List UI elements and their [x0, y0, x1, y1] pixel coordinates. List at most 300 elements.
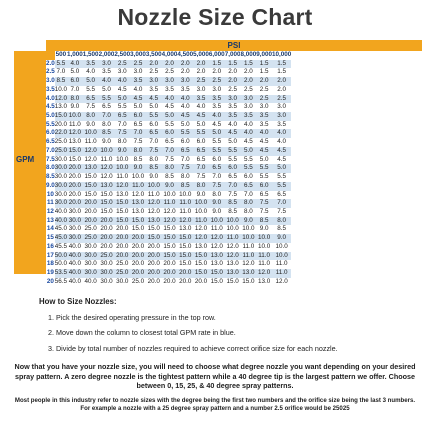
psi-row [46, 51, 291, 60]
orifice-size-cell: 8.5 [272, 225, 291, 234]
gpm-side-bar [14, 51, 46, 274]
orifice-size-cell: 10.0 [257, 234, 271, 242]
orifice-size-cell: 20.0 [147, 242, 160, 250]
orifice-size-cell: 3.0 [240, 103, 256, 112]
orifice-size-cell: 7.5 [225, 191, 241, 200]
orifice-size-cell: 9.0 [83, 121, 99, 130]
orifice-size-cell: 5.5 [83, 86, 99, 95]
gpm-cell: 9.0 [46, 181, 55, 189]
table-row [46, 138, 291, 147]
orifice-size-cell: 5.5 [225, 156, 241, 165]
orifice-size-cell: 5.0 [146, 103, 162, 112]
orifice-size-cell: 2.5 [146, 68, 162, 77]
orifice-size-cell: 5.5 [240, 156, 256, 165]
orifice-size-cell: 13.0 [131, 199, 145, 207]
orifice-size-cell: 4.0 [99, 77, 115, 86]
orifice-size-cell: 15.0 [54, 112, 68, 120]
table-row [46, 68, 291, 77]
orifice-size-cell: 10.0 [210, 216, 223, 224]
orifice-size-cell: 8.5 [99, 129, 115, 138]
orifice-size-cell: 10.0 [100, 146, 113, 154]
orifice-size-cell: 4.5 [130, 95, 146, 104]
orifice-size-cell: 5.5 [209, 147, 225, 156]
psi-header-cell: 500 [55, 51, 67, 58]
orifice-size-cell: 20.0 [116, 225, 129, 233]
orifice-size-cell: 15.0 [163, 225, 176, 233]
table-row [46, 199, 291, 208]
table-row [46, 217, 291, 226]
gpm-cell: 14 [46, 225, 54, 233]
orifice-size-cell: 4.0 [177, 95, 193, 104]
orifice-size-cell: 12.0 [257, 268, 271, 276]
orifice-size-cell: 7.5 [209, 182, 225, 191]
orifice-size-cell: 25.0 [116, 268, 129, 276]
table-row [46, 121, 291, 130]
orifice-size-cell: 5.5 [114, 103, 130, 112]
orifice-size-cell: 3.0 [256, 103, 272, 112]
orifice-size-cell: 45.5 [54, 242, 68, 250]
orifice-size-cell: 13.0 [116, 190, 129, 198]
orifice-size-cell: 8.0 [240, 208, 256, 217]
orifice-size-cell: 5.5 [256, 164, 272, 173]
orifice-size-cell: 8.5 [177, 182, 193, 191]
orifice-size-cell: 7.5 [114, 129, 130, 138]
orifice-size-cell: 12.0 [226, 251, 239, 259]
orifice-size-cell: 4.0 [272, 138, 291, 147]
gpm-cell: 6.0 [46, 129, 55, 137]
orifice-size-cell: 15.0 [100, 199, 113, 207]
orifice-size-cell: 10.0 [131, 173, 145, 181]
orifice-size-cell: 3.5 [146, 86, 162, 95]
orifice-size-cell: 13.0 [147, 216, 160, 224]
orifice-size-cell: 8.0 [146, 156, 162, 165]
psi-header-cell: 2,500 [114, 51, 131, 58]
orifice-size-cell: 12.0 [226, 242, 239, 250]
orifice-size-cell: 4.0 [272, 129, 291, 138]
orifice-size-cell: 11.0 [242, 251, 255, 259]
orifice-size-cell: 20.0 [116, 251, 129, 259]
naming-convention-paragraph: Most people in this industry refer to nozzle sizes with the degree being the first two numbers and the orifice size being the last 3 numbers. For example a nozzle with a 25 degree spray pattern and a number 2.5 orifice would be 25025 [14, 397, 416, 412]
orifice-size-cell: 9.0 [162, 182, 178, 191]
orifice-size-cell: 5.0 [193, 121, 209, 130]
table-row [46, 156, 291, 165]
orifice-size-cell: 40.0 [68, 242, 82, 250]
orifice-size-cell: 2.0 [225, 68, 241, 77]
gpm-cell: 4.0 [46, 94, 55, 102]
orifice-size-cell: 30.0 [54, 199, 68, 207]
orifice-size-cell: 6.0 [177, 138, 193, 147]
orifice-size-cell: 6.5 [130, 121, 146, 130]
orifice-size-cell: 15.0 [84, 173, 97, 181]
orifice-size-cell: 3.5 [162, 86, 178, 95]
orifice-size-cell: 7.5 [272, 208, 291, 217]
gpm-cell: 18 [46, 260, 54, 268]
orifice-size-cell: 30.0 [116, 277, 129, 285]
psi-header-cell: 1,500 [82, 51, 99, 58]
orifice-size-cell: 13.0 [54, 103, 68, 111]
table-row [46, 77, 291, 86]
psi-header-cell: 4,500 [177, 51, 194, 58]
orifice-size-cell: 3.0 [272, 103, 291, 112]
orifice-size-cell: 10.0 [84, 129, 97, 137]
orifice-size-cell: 7.5 [162, 156, 178, 165]
orifice-size-cell: 10.0 [163, 190, 176, 198]
orifice-size-cell: 15.0 [163, 251, 176, 259]
orifice-size-cell: 7.0 [130, 129, 146, 138]
orifice-size-cell: 40.0 [54, 207, 68, 215]
orifice-size-cell: 4.5 [225, 129, 241, 138]
psi-header-cell: 2,000 [98, 51, 115, 58]
orifice-size-cell: 12.0 [100, 173, 113, 181]
orifice-size-cell: 12.0 [210, 234, 223, 242]
orifice-size-cell: 2.0 [225, 77, 241, 86]
orifice-size-cell: 10.0 [68, 112, 82, 120]
gpm-cell: 8.5 [46, 173, 55, 181]
orifice-size-cell: 8.0 [99, 121, 115, 130]
orifice-size-cell: 6.0 [193, 138, 209, 147]
orifice-size-cell: 15.0 [116, 207, 129, 215]
orifice-size-cell: 6.0 [146, 121, 162, 130]
orifice-size-cell: 6.0 [225, 164, 241, 173]
orifice-size-cell: 25.0 [116, 260, 129, 268]
psi-header-bar: PSI [46, 40, 422, 51]
orifice-size-cell: 25.0 [84, 234, 97, 242]
orifice-size-cell: 10.0 [116, 164, 129, 172]
orifice-size-cell: 3.5 [225, 103, 241, 112]
table-row [46, 112, 291, 121]
orifice-size-cell: 10.0 [179, 190, 192, 198]
orifice-size-cell: 40.0 [54, 216, 68, 224]
step-3: 3. Divide by total number of nozzles required to achieve correct orifice size for each nozzle. [48, 344, 338, 353]
orifice-size-cell: 20.0 [147, 260, 160, 268]
gpm-cell: 13 [46, 216, 54, 224]
orifice-size-cell: 6.5 [193, 156, 209, 165]
orifice-size-cell: 30.0 [54, 164, 68, 172]
orifice-size-cell: 12.0 [242, 260, 255, 268]
orifice-size-cell: 5.0 [114, 95, 130, 104]
orifice-size-cell: 15.0 [116, 199, 129, 207]
orifice-size-cell: 2.0 [209, 68, 225, 77]
orifice-size-cell: 30.0 [54, 181, 68, 189]
psi-header-cell: 6,000 [208, 51, 225, 58]
orifice-size-cell: 4.0 [67, 60, 83, 69]
orifice-size-cell: 15.0 [100, 190, 113, 198]
orifice-size-cell: 5.5 [162, 121, 178, 130]
gpm-cell: 16 [46, 242, 54, 250]
orifice-size-cell: 3.5 [177, 86, 193, 95]
orifice-size-cell: 15.0 [179, 234, 192, 242]
table-row [46, 147, 291, 156]
psi-header-cell: 8,000 [240, 51, 257, 58]
orifice-size-cell: 30.0 [84, 268, 97, 276]
orifice-size-cell: 4.5 [256, 147, 272, 156]
orifice-size-cell: 30.0 [84, 260, 97, 268]
orifice-size-cell: 12.0 [163, 207, 176, 215]
orifice-size-cell: 7.5 [177, 164, 193, 173]
orifice-size-cell: 1.5 [272, 60, 291, 69]
orifice-size-cell: 30.0 [54, 190, 68, 198]
orifice-size-cell: 4.5 [162, 103, 178, 112]
orifice-size-cell: 11.0 [116, 173, 129, 181]
orifice-size-cell: 13.0 [242, 268, 255, 276]
orifice-size-cell: 20.0 [131, 268, 145, 276]
orifice-size-cell: 6.0 [130, 112, 146, 121]
orifice-size-cell: 7.0 [209, 173, 225, 182]
orifice-size-cell: 9.0 [67, 103, 83, 112]
orifice-size-cell: 6.0 [67, 77, 83, 86]
table-row [46, 225, 291, 234]
gpm-cell: 5.0 [46, 112, 55, 120]
orifice-size-cell: 25.0 [84, 225, 97, 233]
orifice-size-cell: 3.0 [225, 95, 241, 104]
table-row [46, 191, 291, 200]
orifice-size-cell: 4.0 [114, 77, 130, 86]
orifice-size-cell: 4.0 [256, 129, 272, 138]
orifice-size-cell: 8.0 [272, 217, 291, 226]
orifice-size-cell: 12.0 [131, 190, 145, 198]
orifice-size-cell: 7.0 [272, 199, 291, 208]
orifice-size-cell: 8.0 [130, 147, 146, 156]
orifice-size-cell: 8.0 [240, 199, 256, 208]
orifice-size-cell: 7.5 [256, 208, 272, 217]
orifice-size-cell: 5.0 [177, 121, 193, 130]
orifice-size-cell: 10.0 [272, 252, 291, 261]
orifice-size-cell: 10.0 [257, 242, 271, 250]
orifice-size-cell: 4.5 [272, 147, 291, 156]
orifice-size-cell: 11.0 [179, 199, 192, 207]
orifice-size-cell: 11.0 [195, 216, 207, 224]
orifice-size-cell: 4.5 [177, 112, 193, 121]
orifice-size-cell: 4.5 [146, 95, 162, 104]
orifice-size-cell: 3.0 [240, 95, 256, 104]
orifice-size-cell: 7.0 [56, 68, 66, 76]
orifice-size-cell: 4.5 [209, 121, 225, 130]
orifice-size-cell: 5.0 [67, 68, 83, 77]
orifice-size-cell: 30.0 [68, 207, 82, 215]
orifice-size-cell: 12.0 [194, 234, 208, 242]
orifice-size-cell: 3.5 [209, 103, 225, 112]
orifice-size-cell: 4.0 [83, 68, 99, 77]
orifice-size-cell: 20.0 [131, 242, 145, 250]
orifice-size-cell: 5.0 [240, 147, 256, 156]
orifice-size-cell: 5.5 [272, 182, 291, 191]
gpm-cell: 3.5 [46, 85, 55, 93]
orifice-size-cell: 20.0 [68, 190, 82, 198]
orifice-size-cell: 20.0 [84, 216, 97, 224]
orifice-size-cell: 7.5 [193, 173, 209, 182]
orifice-size-cell: 3.5 [99, 68, 115, 77]
orifice-size-cell: 11.0 [179, 207, 192, 215]
how-to-heading: How to Size Nozzles: [39, 297, 117, 306]
orifice-size-cell: 9.0 [240, 217, 256, 226]
orifice-size-cell: 40.0 [68, 268, 82, 276]
orifice-size-cell: 6.5 [256, 191, 272, 200]
orifice-size-cell: 3.0 [99, 60, 115, 69]
table-row [46, 173, 291, 182]
orifice-size-cell: 20.0 [100, 225, 113, 233]
orifice-size-cell: 2.0 [256, 77, 272, 86]
orifice-size-cell: 10.0 [54, 85, 68, 93]
orifice-size-cell: 3.0 [114, 68, 130, 77]
orifice-size-cell: 20.0 [100, 216, 113, 224]
orifice-size-cell: 12.0 [272, 278, 291, 287]
orifice-size-cell: 5.5 [99, 95, 115, 104]
psi-header-cell: 4,000 [161, 51, 178, 58]
gpm-cell: 11 [47, 199, 54, 207]
orifice-size-cell: 5.5 [56, 59, 66, 67]
orifice-size-cell: 1.5 [272, 68, 291, 77]
orifice-size-cell: 10.0 [194, 199, 208, 207]
orifice-size-cell: 4.5 [256, 138, 272, 147]
orifice-size-cell: 8.0 [193, 182, 209, 191]
orifice-size-cell: 12.0 [68, 129, 82, 137]
orifice-size-cell: 20.0 [131, 260, 145, 268]
orifice-size-cell: 10.0 [226, 216, 239, 224]
gpm-cell: 17 [46, 251, 54, 259]
orifice-size-cell: 11.0 [132, 181, 144, 189]
orifice-size-cell: 20.0 [147, 277, 160, 285]
orifice-size-cell: 8.0 [67, 95, 83, 104]
table-row [46, 269, 291, 278]
orifice-size-cell: 20.0 [163, 260, 176, 268]
orifice-size-cell: 10.0 [194, 207, 208, 215]
orifice-size-cell: 6.0 [209, 156, 225, 165]
orifice-size-cell: 4.5 [272, 156, 291, 165]
orifice-size-cell: 8.5 [146, 164, 162, 173]
orifice-size-cell: 12.0 [163, 216, 176, 224]
orifice-size-cell: 13.0 [84, 164, 97, 172]
orifice-size-cell: 30.0 [100, 277, 113, 285]
orifice-size-cell: 22.0 [54, 129, 68, 137]
orifice-size-cell: 3.0 [130, 68, 146, 77]
orifice-size-cell: 2.5 [272, 95, 291, 104]
table-row [46, 252, 291, 261]
orifice-size-cell: 6.5 [177, 147, 193, 156]
orifice-size-cell: 2.0 [177, 60, 193, 69]
orifice-size-cell: 15.0 [179, 251, 192, 259]
orifice-size-cell: 20.0 [100, 242, 113, 250]
orifice-size-cell: 20.0 [68, 199, 82, 207]
orifice-size-cell: 7.0 [225, 182, 241, 191]
table-row [46, 278, 291, 287]
orifice-size-cell: 9.0 [130, 164, 146, 173]
orifice-size-cell: 11.0 [69, 120, 81, 128]
orifice-size-cell: 12.0 [84, 146, 97, 154]
orifice-size-cell: 6.5 [240, 182, 256, 191]
orifice-size-cell: 9.0 [256, 225, 272, 234]
orifice-size-cell: 20.0 [179, 268, 192, 276]
orifice-size-cell: 13.0 [210, 251, 223, 259]
orifice-size-cell: 9.0 [209, 199, 225, 208]
orifice-size-cell: 6.5 [225, 173, 241, 182]
orifice-size-cell: 8.5 [225, 199, 241, 208]
orifice-size-cell: 4.5 [193, 112, 209, 121]
orifice-size-cell: 3.5 [256, 121, 272, 130]
orifice-size-cell: 11.0 [100, 155, 113, 163]
orifice-size-cell: 3.5 [209, 95, 225, 104]
orifice-size-cell: 20.0 [100, 234, 113, 242]
gpm-cell: 10 [46, 190, 54, 198]
size-grid [46, 51, 291, 286]
orifice-size-cell: 15.0 [131, 216, 145, 224]
orifice-size-cell: 20.0 [179, 277, 192, 285]
table-row [46, 60, 291, 69]
orifice-size-cell: 5.5 [177, 129, 193, 138]
orifice-size-cell: 6.5 [99, 103, 115, 112]
orifice-size-cell: 30.0 [68, 216, 82, 224]
orifice-size-cell: 4.0 [209, 112, 225, 121]
orifice-size-cell: 9.0 [209, 208, 225, 217]
psi-header-cell: 1,000 [67, 51, 83, 58]
orifice-size-cell: 2.0 [177, 68, 193, 77]
orifice-size-cell: 3.0 [177, 77, 193, 86]
orifice-size-cell: 4.0 [177, 103, 193, 112]
orifice-size-cell: 5.5 [225, 147, 241, 156]
corner-cell [46, 51, 55, 60]
orifice-size-cell: 4.5 [114, 86, 130, 95]
orifice-size-cell: 2.5 [225, 86, 241, 95]
gpm-cell: 5.5 [46, 120, 55, 128]
orifice-size-cell: 9.0 [99, 138, 115, 147]
orifice-size-cell: 13.0 [194, 242, 208, 250]
orifice-size-cell: 10.0 [226, 225, 239, 233]
orifice-size-cell: 15.0 [147, 225, 160, 233]
orifice-size-cell: 8.5 [256, 217, 272, 226]
orifice-size-cell: 15.0 [210, 268, 223, 276]
orifice-size-cell: 20.0 [147, 268, 160, 276]
orifice-size-cell: 13.0 [179, 225, 192, 233]
orifice-size-cell: 20.0 [163, 268, 176, 276]
psi-header-cell: 3,000 [130, 51, 146, 58]
orifice-size-cell: 8.5 [225, 208, 241, 217]
orifice-size-cell: 12.0 [210, 242, 223, 250]
orifice-size-cell: 7.0 [177, 156, 193, 165]
orifice-size-cell: 20.0 [84, 199, 97, 207]
orifice-size-cell: 6.5 [114, 112, 130, 121]
orifice-size-cell: 3.0 [193, 86, 209, 95]
gpm-cell: 8.0 [46, 164, 55, 172]
orifice-size-cell: 15.0 [116, 216, 129, 224]
orifice-size-cell: 15.0 [131, 225, 145, 233]
orifice-size-cell: 3.0 [272, 112, 291, 121]
table-row [46, 103, 291, 112]
orifice-size-cell: 50.0 [54, 260, 68, 268]
orifice-size-cell: 11.0 [258, 251, 270, 259]
orifice-size-cell: 10.0 [272, 243, 291, 252]
gpm-cell: 12 [46, 207, 54, 215]
orifice-size-cell: 5.0 [99, 86, 115, 95]
orifice-size-cell: 5.0 [256, 156, 272, 165]
orifice-size-cell: 1.5 [256, 68, 272, 77]
orifice-size-cell: 7.0 [67, 86, 83, 95]
orifice-size-cell: 20.0 [131, 251, 145, 259]
gpm-cell: 19 [46, 268, 54, 276]
orifice-size-cell: 7.0 [99, 112, 115, 121]
orifice-size-cell: 40.0 [84, 277, 97, 285]
orifice-size-cell: 3.5 [256, 112, 272, 121]
orifice-size-cell: 15.0 [147, 234, 160, 242]
orifice-size-cell: 11.0 [272, 269, 291, 278]
orifice-size-cell: 15.0 [210, 277, 223, 285]
orifice-size-cell: 15.0 [194, 268, 208, 276]
orifice-size-cell: 4.0 [225, 121, 241, 130]
orifice-size-cell: 15.0 [84, 190, 97, 198]
orifice-size-cell: 15.0 [84, 181, 97, 189]
orifice-size-cell: 2.0 [162, 60, 178, 69]
orifice-size-cell: 20.0 [194, 277, 208, 285]
table-row [46, 95, 291, 104]
orifice-size-cell: 15.0 [68, 155, 82, 163]
